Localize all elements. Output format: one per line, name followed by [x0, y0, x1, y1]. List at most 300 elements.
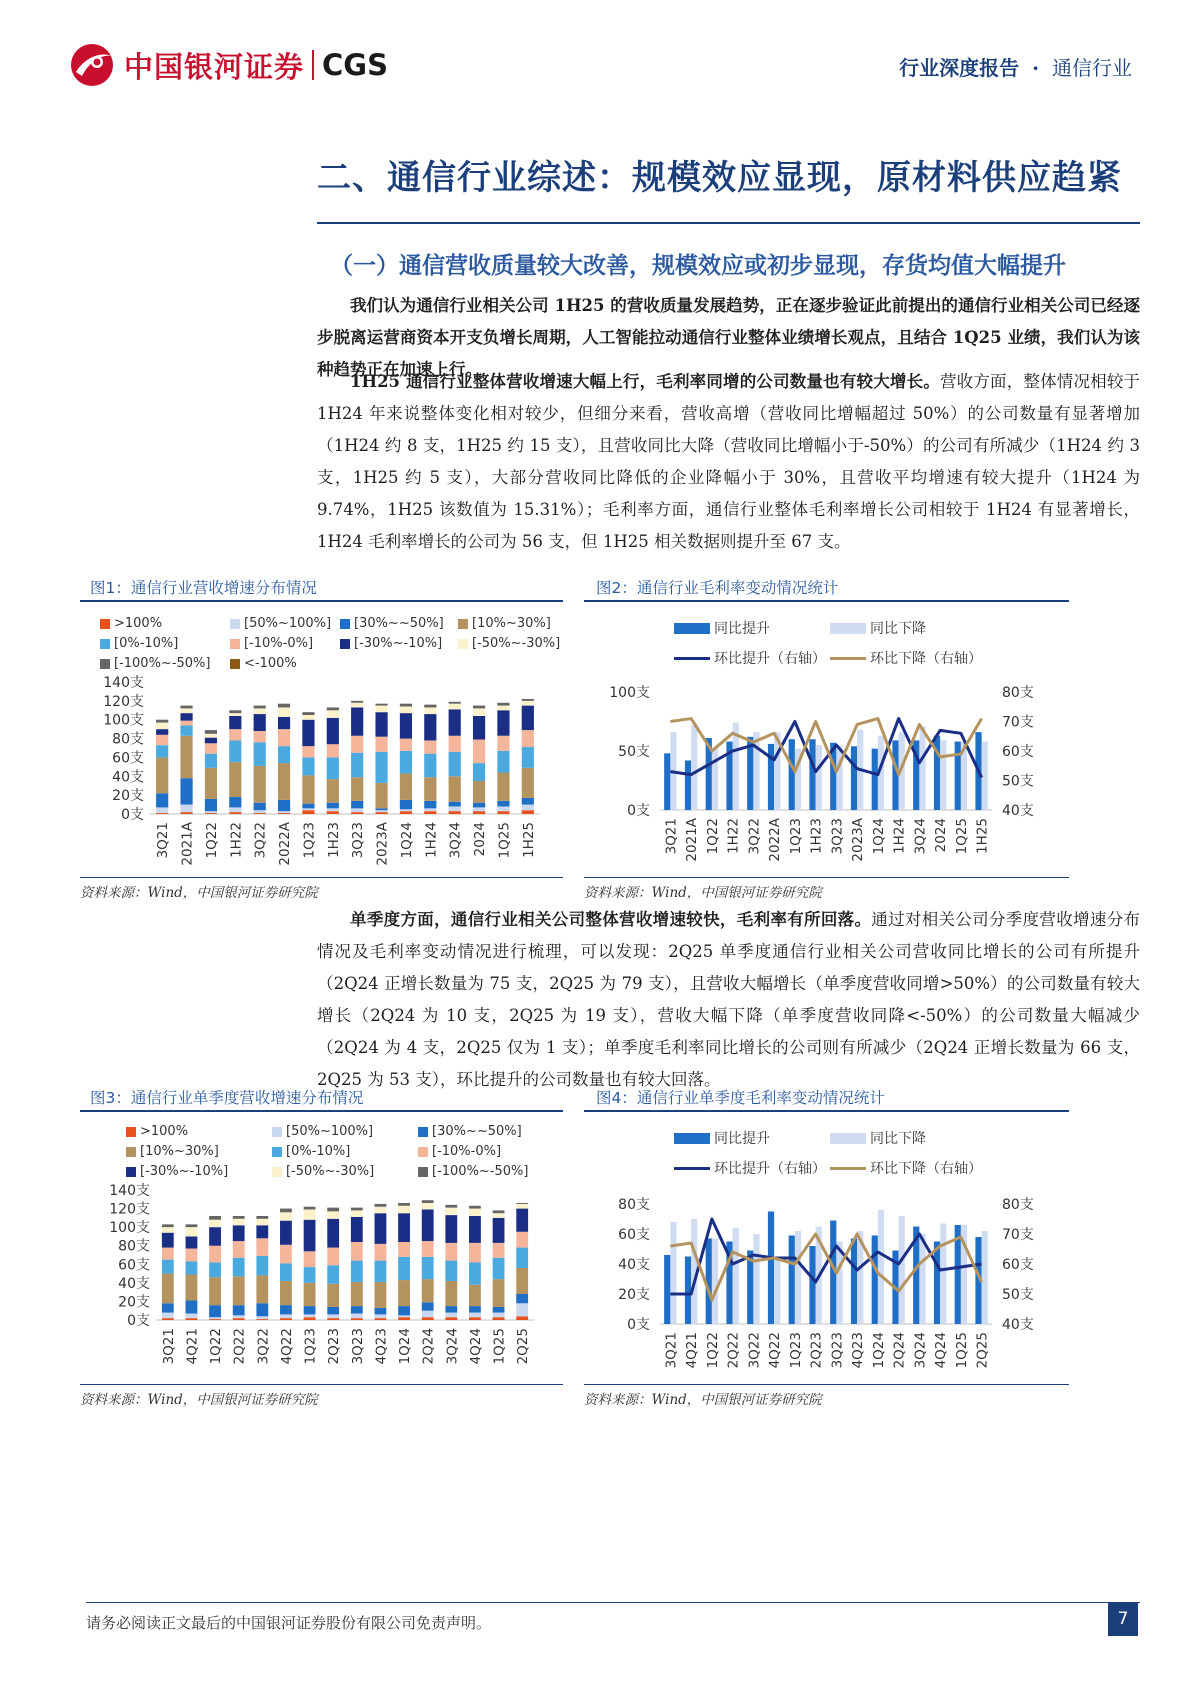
fig3-bar-4Q21-8	[186, 1224, 198, 1227]
fig1-ytick-3: 60支	[112, 750, 144, 767]
fig3-bar-3Q24-7	[445, 1208, 457, 1215]
fig3-legend-label-3: [10%~30%]	[140, 1144, 219, 1159]
fig3-bar-2Q23-5	[327, 1248, 339, 1266]
fig1-xtick-9: 2023A	[374, 822, 391, 866]
fig3-source: 资料来源：Wind，中国银河证券研究院	[80, 1392, 318, 1408]
fig3-bar-4Q23-0	[375, 1318, 387, 1320]
fig1-ytick-7: 140支	[103, 675, 144, 691]
logo-text: 中国银河证券	[124, 49, 305, 84]
fig3-bar-3Q21-5	[162, 1248, 174, 1260]
fig2-bar-3Q22-1	[753, 732, 759, 810]
fig1-bar-1H25-6	[522, 706, 534, 731]
fig2-bar-2023A-0	[851, 746, 857, 810]
fig3-bar-1Q23-8	[304, 1207, 316, 1210]
fig3-bar-3Q22-0	[256, 1319, 268, 1320]
company-logo	[68, 42, 388, 88]
fig2-ytick-right-0: 40支	[1002, 803, 1034, 819]
fig2-ytick-right-1: 50支	[1002, 773, 1034, 790]
fig1-bar-3Q22-7	[254, 708, 266, 714]
fig3-bar-4Q21-0	[186, 1318, 198, 1320]
fig3-bar-3Q22-8	[256, 1216, 268, 1219]
fig3-bar-2Q25-7	[516, 1204, 528, 1209]
paragraph-2-lead: 1H25 通信行业整体营收增速大幅上行，毛利率同增的公司数量也有较大增长。	[350, 372, 940, 391]
fig3-bar-1Q25-0	[493, 1317, 505, 1320]
fig1-ytick-0: 0支	[121, 807, 144, 823]
fig1-legend-label-7: [-50%~-30%]	[472, 636, 561, 651]
fig3-bar-4Q23-4	[375, 1261, 387, 1282]
fig3-bar-4Q24-7	[469, 1209, 481, 1216]
fig3-bar-4Q21-2	[186, 1301, 198, 1314]
fig3-bar-3Q21-3	[162, 1274, 174, 1304]
fig1-legend-label-9: <-100%	[244, 656, 297, 671]
fig1-xtick-11: 1H24	[423, 822, 440, 858]
fig1-xtick-10: 1Q24	[398, 822, 415, 859]
fig3-bar-4Q24-8	[469, 1206, 481, 1209]
fig4-bar-4Q22-0	[768, 1212, 774, 1325]
fig4-chart	[584, 1114, 1069, 1382]
fig1-bar-1Q25-7	[497, 706, 509, 711]
fig1-bar-2021A-3	[180, 736, 192, 778]
fig3-bar-3Q23-4	[351, 1261, 363, 1282]
fig3-bar-2Q22-3	[233, 1276, 245, 1305]
fig4-ytick-left-1: 20支	[618, 1287, 650, 1303]
fig1-bar-1H23-3	[327, 779, 339, 803]
fig3-bar-4Q23-1	[375, 1314, 387, 1318]
fig3-bar-1Q23-1	[304, 1314, 316, 1317]
fig1-bar-2022A-7	[278, 707, 290, 716]
fig3-legend-label-8: [-100%~-50%]	[432, 1164, 529, 1179]
fig2-legend-label-3: 环比下降（右轴）	[870, 651, 982, 667]
section-divider	[317, 222, 1140, 224]
fig1-bar-3Q21-7	[156, 723, 168, 730]
fig2-bar-3Q21-0	[664, 753, 670, 810]
fig3-bar-1Q22-0	[209, 1319, 221, 1320]
fig2-legend-label-1: 同比下降	[870, 621, 926, 637]
fig3-bar-1Q22-7	[209, 1220, 221, 1227]
fig4-source: 资料来源：Wind，中国银河证券研究院	[584, 1392, 822, 1408]
fig2-bar-1Q25-0	[955, 742, 961, 810]
fig1-bar-1H23-7	[327, 710, 339, 718]
fig1-bar-1H25-0	[522, 810, 534, 814]
fig4-xtick-12: 3Q24	[912, 1332, 929, 1369]
fig1-bar-3Q21-5	[156, 735, 168, 745]
fig1-xtick-7: 1H23	[325, 822, 342, 858]
fig3-bar-2Q24-4	[422, 1257, 434, 1279]
fig3-bar-4Q22-4	[280, 1263, 292, 1281]
fig3-bar-2Q23-8	[327, 1208, 339, 1212]
fig1-bar-1Q23-3	[302, 775, 314, 803]
fig1-bar-2022A-6	[278, 717, 290, 729]
fig3-legend-label-4: [0%-10%]	[286, 1144, 351, 1159]
fig4-bar-3Q21-1	[670, 1222, 676, 1324]
fig1-bar-1H23-4	[327, 757, 339, 779]
fig1-bar-1H24-8	[424, 705, 436, 708]
fig3-bar-2Q22-8	[233, 1216, 245, 1219]
fig1-bar-1Q25-1	[497, 806, 509, 811]
fig1-bar-2021A-7	[180, 708, 192, 713]
fig1-bar-3Q23-8	[351, 701, 363, 703]
fig1-bar-1Q23-0	[302, 810, 314, 814]
fig2-ytick-left-2: 100支	[609, 685, 650, 701]
fig3-bar-1Q23-0	[304, 1317, 316, 1320]
fig2-xtick-10: 1Q24	[870, 818, 887, 855]
fig1-bar-2024-3	[473, 781, 485, 803]
fig3-bar-1Q23-3	[304, 1283, 316, 1306]
fig3-bar-4Q24-4	[469, 1262, 481, 1284]
fig3-bar-2Q22-5	[233, 1241, 245, 1258]
fig1-bar-1Q22-6	[205, 738, 217, 744]
report-header	[899, 52, 1132, 81]
fig1-bar-1Q22-7	[205, 734, 217, 738]
fig3-bar-1Q22-2	[209, 1305, 221, 1317]
fig4-bar-3Q21-0	[664, 1255, 670, 1324]
fig3-bar-2Q23-1	[327, 1314, 339, 1318]
fig3-bar-3Q22-7	[256, 1219, 268, 1226]
fig3-bar-1Q24-2	[398, 1306, 410, 1315]
fig3-bar-1Q22-4	[209, 1262, 221, 1277]
fig1-bar-2022A-4	[278, 746, 290, 763]
fig3-bar-1Q24-0	[398, 1317, 410, 1320]
fig1-bar-3Q22-8	[254, 706, 266, 709]
fig2-bar-1H23-1	[816, 745, 822, 810]
fig3-ytick-3: 60支	[118, 1257, 150, 1274]
fig3-bar-4Q22-1	[280, 1314, 292, 1318]
fig3-legend-label-0: >100%	[140, 1124, 189, 1139]
fig2-source: 资料来源：Wind，中国银河证券研究院	[584, 885, 822, 901]
fig1-xtick-14: 1Q25	[496, 822, 513, 859]
fig1-xtick-0: 3Q21	[155, 822, 172, 859]
fig3-bar-1Q25-4	[493, 1258, 505, 1279]
fig4-legend-label-0: 同比提升	[714, 1131, 770, 1147]
fig3-bar-4Q22-8	[280, 1209, 292, 1213]
fig3-bar-1Q22-5	[209, 1246, 221, 1263]
fig1-bar-2024-0	[473, 811, 485, 814]
fig2-xtick-4: 3Q22	[746, 818, 763, 855]
fig3-bar-2Q22-2	[233, 1305, 245, 1315]
fig1-xtick-5: 2022A	[277, 822, 294, 866]
fig1-bar-2021A-2	[180, 778, 192, 804]
fig4-ytick-left-4: 80支	[618, 1197, 650, 1213]
fig3-bar-1Q24-5	[398, 1242, 410, 1257]
fig3-xtick-15: 2Q25	[515, 1328, 532, 1365]
footer-disclaimer: 请务必阅读正文最后的中国银河证券股份有限公司免责声明。	[86, 1614, 492, 1632]
fig4-xtick-14: 1Q25	[953, 1332, 970, 1369]
fig2-bar-2021A-0	[685, 760, 691, 810]
fig3-bar-1Q22-6	[209, 1227, 221, 1246]
fig1-bar-2024-4	[473, 763, 485, 781]
fig3-bar-1Q24-1	[398, 1315, 410, 1317]
fig3-bar-1Q25-7	[493, 1213, 505, 1218]
fig3-bar-4Q21-5	[186, 1249, 198, 1262]
fig3-xtick-13: 4Q24	[467, 1328, 484, 1365]
fig1-bar-3Q21-1	[156, 807, 168, 813]
fig3-bar-1Q23-6	[304, 1220, 316, 1252]
fig2-xtick-2: 1Q22	[704, 818, 721, 855]
fig3-xtick-12: 3Q24	[444, 1328, 461, 1365]
fig1-xtick-2: 1Q22	[203, 822, 220, 859]
fig1-title: 图1：通信行业营收增速分布情况	[90, 579, 317, 597]
fig4-bottom-line	[584, 1384, 1069, 1385]
fig1-bar-1Q23-2	[302, 804, 314, 809]
fig3-bar-2Q24-5	[422, 1241, 434, 1257]
fig1-bar-1Q25-6	[497, 710, 509, 735]
fig3-bar-3Q24-3	[445, 1281, 457, 1306]
fig4-xtick-10: 1Q24	[870, 1332, 887, 1369]
fig3-bar-2Q23-3	[327, 1284, 339, 1307]
fig4-bar-4Q24-0	[934, 1242, 940, 1325]
fig1-bar-1H22-7	[229, 713, 241, 716]
fig1-bar-1Q22-2	[205, 799, 217, 811]
fig1-bar-2021A-4	[180, 725, 192, 735]
fig1-bar-1Q25-2	[497, 801, 509, 807]
fig2-bar-2024-1	[940, 740, 946, 810]
galaxy-logo-icon	[68, 42, 116, 88]
fig1-bar-1H22-5	[229, 729, 241, 740]
fig4-bar-2Q25-1	[982, 1231, 988, 1324]
fig3-bar-2Q25-1	[516, 1303, 528, 1316]
fig3-bar-3Q21-6	[162, 1233, 174, 1248]
fig1-bar-3Q22-5	[254, 731, 266, 742]
fig3-bar-4Q24-6	[469, 1216, 481, 1243]
fig3-bar-1Q25-5	[493, 1243, 505, 1258]
fig3-bar-3Q22-5	[256, 1238, 268, 1256]
fig3-bar-4Q22-5	[280, 1245, 292, 1264]
fig4-bar-1Q24-0	[872, 1236, 878, 1325]
fig2-bar-1Q23-0	[789, 739, 795, 810]
fig4-bar-1Q24-1	[878, 1210, 884, 1324]
fig1-svg	[80, 604, 563, 874]
industry-label: 通信行业	[1052, 56, 1132, 80]
fig1-legend-label-8: [-100%~-50%]	[114, 656, 211, 671]
fig3-bar-4Q21-4	[186, 1262, 198, 1275]
fig1-ytick-6: 120支	[103, 693, 144, 710]
fig1-bar-3Q22-0	[254, 813, 266, 814]
fig2-bottom-line	[584, 877, 1069, 878]
fig2-ytick-right-2: 60支	[1002, 744, 1034, 760]
fig3-xtick-0: 3Q21	[160, 1328, 177, 1365]
fig4-ytick-left-2: 40支	[618, 1257, 650, 1273]
fig4-bar-2Q23-0	[809, 1246, 815, 1324]
fig3-bar-4Q22-6	[280, 1221, 292, 1245]
fig2-bar-1H25-1	[982, 742, 988, 810]
fig1-legend-label-0: >100%	[114, 616, 163, 631]
fig3-bar-4Q21-3	[186, 1275, 198, 1301]
fig1-bar-3Q24-6	[449, 709, 461, 735]
fig2-bar-1Q22-1	[712, 747, 718, 810]
fig1-bar-1Q22-3	[205, 768, 217, 799]
fig1-bar-1H24-0	[424, 811, 436, 814]
fig1-bar-3Q23-6	[351, 707, 363, 735]
fig1-bar-3Q23-5	[351, 736, 363, 753]
fig1-bar-1Q24-2	[400, 800, 412, 809]
fig4-xtick-2: 1Q22	[704, 1332, 721, 1369]
fig3-bar-3Q22-2	[256, 1303, 268, 1316]
fig2-xtick-0: 3Q21	[663, 818, 680, 855]
fig3-bar-1Q23-2	[304, 1306, 316, 1314]
fig3-bar-3Q21-8	[162, 1224, 174, 1227]
fig4-bar-3Q24-1	[919, 1234, 925, 1324]
fig2-xtick-6: 1Q23	[787, 818, 804, 855]
fig1-bar-2023A-6	[375, 712, 387, 737]
fig1-bar-2021A-1	[180, 805, 192, 813]
fig3-bar-3Q22-3	[256, 1275, 268, 1303]
fig3-bar-2Q25-0	[516, 1316, 528, 1320]
fig1-bar-1Q22-8	[205, 730, 217, 734]
fig4-xtick-5: 4Q22	[767, 1332, 784, 1369]
fig3-bar-4Q22-7	[280, 1212, 292, 1220]
fig2-xtick-7: 1H23	[808, 818, 825, 854]
fig2-bar-1Q24-0	[872, 749, 878, 810]
fig3-bar-1Q22-8	[209, 1216, 221, 1220]
fig1-bar-2024-8	[473, 706, 485, 709]
fig4-xtick-15: 2Q25	[974, 1332, 991, 1369]
fig1-bar-1H23-6	[327, 718, 339, 744]
fig3-bar-4Q21-6	[186, 1236, 198, 1248]
fig2-ytick-right-4: 80支	[1002, 685, 1034, 701]
fig3-bar-3Q23-2	[351, 1306, 363, 1313]
fig1-bar-1H22-2	[229, 797, 241, 807]
fig4-xtick-7: 2Q23	[808, 1332, 825, 1369]
fig4-xtick-1: 4Q21	[684, 1332, 701, 1369]
fig3-bar-4Q24-3	[469, 1285, 481, 1306]
fig4-xtick-4: 3Q22	[746, 1332, 763, 1369]
fig3-bar-2Q25-4	[516, 1248, 528, 1268]
fig1-bar-2023A-5	[375, 737, 387, 752]
fig3-bar-1Q22-3	[209, 1277, 221, 1305]
fig3-bar-1Q25-6	[493, 1218, 505, 1243]
fig3-bar-2Q25-2	[516, 1294, 528, 1303]
fig3-xtick-9: 4Q23	[373, 1328, 390, 1365]
fig3-legend-label-6: [-30%~-10%]	[140, 1164, 229, 1179]
fig3-legend-label-2: [30%~~50%]	[432, 1124, 522, 1139]
fig3-bar-2Q23-7	[327, 1211, 339, 1218]
fig4-bar-1Q22-1	[712, 1239, 718, 1325]
fig3-bar-4Q21-7	[186, 1227, 198, 1236]
fig1-ytick-2: 40支	[112, 769, 144, 786]
fig3-bar-2Q24-8	[422, 1200, 434, 1203]
fig2-top-line	[584, 600, 1069, 602]
fig3-bar-3Q23-1	[351, 1314, 363, 1319]
fig1-bar-1H24-3	[424, 777, 436, 801]
fig1-bar-3Q24-1	[449, 806, 461, 811]
fig3-bar-4Q23-8	[375, 1204, 387, 1207]
fig3-bar-4Q21-1	[186, 1314, 198, 1319]
fig1-bar-3Q23-3	[351, 777, 363, 801]
fig3-bar-4Q23-2	[375, 1308, 387, 1315]
fig1-legend-label-2: [30%~~50%]	[354, 616, 444, 631]
fig4-bar-2Q22-1	[733, 1228, 739, 1324]
fig2-bar-3Q24-1	[919, 726, 925, 810]
logo-separator	[312, 50, 314, 80]
fig4-bar-4Q22-1	[774, 1257, 780, 1325]
paragraph-2	[317, 366, 1140, 558]
fig1-bar-3Q22-3	[254, 766, 266, 803]
fig4-ytick-right-3: 70支	[1002, 1227, 1034, 1243]
fig1-bar-1Q24-1	[400, 809, 412, 811]
fig1-bar-3Q21-2	[156, 793, 168, 807]
fig1-source: 资料来源：Wind，中国银河证券研究院	[80, 885, 318, 901]
fig3-bar-2Q22-4	[233, 1258, 245, 1277]
fig3-bar-1Q25-3	[493, 1279, 505, 1307]
fig1-bar-3Q22-1	[254, 810, 266, 813]
fig1-bar-1H24-6	[424, 714, 436, 740]
fig2-bar-1H23-0	[809, 739, 815, 810]
fig2-xtick-12: 3Q24	[912, 818, 929, 855]
fig3-bar-2Q25-5	[516, 1232, 528, 1248]
fig1-xtick-8: 3Q23	[350, 822, 367, 859]
fig1-bar-3Q23-0	[351, 812, 363, 814]
fig4-ytick-left-3: 60支	[618, 1227, 650, 1243]
fig1-bar-2024-2	[473, 803, 485, 808]
fig1-bar-1H22-0	[229, 812, 241, 814]
fig1-bottom-line	[80, 877, 563, 878]
fig3-bar-3Q21-4	[162, 1260, 174, 1274]
fig1-bar-1H22-3	[229, 762, 241, 797]
fig1-bar-1H24-7	[424, 707, 436, 714]
fig1-bar-3Q22-6	[254, 714, 266, 731]
fig3-bar-3Q21-2	[162, 1303, 174, 1312]
fig3-bar-1Q23-7	[304, 1210, 316, 1220]
fig1-bar-1Q25-8	[497, 703, 509, 706]
fig1-bar-1H23-1	[327, 808, 339, 811]
fig1-bar-2023A-1	[375, 810, 387, 812]
fig1-bar-1H23-0	[327, 811, 339, 814]
fig1-bar-1H23-2	[327, 803, 339, 809]
fig3-ytick-4: 80支	[118, 1238, 150, 1255]
fig4-ytick-left-0: 0支	[627, 1317, 650, 1333]
fig3-bar-1Q25-2	[493, 1307, 505, 1313]
fig3-bar-3Q22-4	[256, 1256, 268, 1276]
fig1-bar-3Q23-4	[351, 753, 363, 778]
fig4-xtick-0: 3Q21	[663, 1332, 680, 1369]
fig4-xtick-9: 4Q23	[850, 1332, 867, 1369]
fig1-bar-3Q21-8	[156, 720, 168, 723]
fig1-bar-3Q22-2	[254, 803, 266, 811]
fig3-bottom-line	[80, 1384, 563, 1385]
fig3-xtick-10: 1Q24	[397, 1328, 414, 1365]
fig1-bar-3Q23-2	[351, 801, 363, 809]
fig1-bar-1H25-2	[522, 798, 534, 805]
fig4-bar-1Q23-0	[789, 1236, 795, 1325]
fig3-legend-label-5: [-10%-0%]	[432, 1144, 502, 1159]
fig1-bar-2021A-6	[180, 713, 192, 721]
fig3-bar-1Q23-4	[304, 1267, 316, 1283]
fig3-bar-3Q24-4	[445, 1261, 457, 1281]
fig3-bar-1Q24-7	[398, 1206, 410, 1213]
fig3-bar-3Q21-7	[162, 1227, 174, 1233]
footer-divider	[86, 1602, 1140, 1603]
fig3-bar-4Q22-0	[280, 1318, 292, 1320]
fig1-bar-2023A-8	[375, 704, 387, 706]
fig1-bar-2021A-8	[180, 706, 192, 709]
fig4-legend-label-2: 环比提升（右轴）	[714, 1161, 826, 1177]
fig2-legend-label-2: 环比提升（右轴）	[714, 651, 826, 667]
fig3-bar-4Q24-2	[469, 1306, 481, 1313]
fig1-bar-1H22-4	[229, 740, 241, 762]
fig3-bar-3Q21-1	[162, 1313, 174, 1319]
fig1-bar-1H25-8	[522, 699, 534, 701]
fig1-bar-1H24-1	[424, 808, 436, 811]
fig1-bar-2021A-0	[180, 812, 192, 814]
fig4-xtick-6: 1Q23	[787, 1332, 804, 1369]
fig4-legend-label-1: 同比下降	[870, 1131, 926, 1147]
fig2-xtick-3: 1H22	[725, 818, 742, 854]
fig1-bar-2023A-3	[375, 783, 387, 808]
fig3-bar-2Q22-1	[233, 1315, 245, 1318]
fig3-ytick-0: 0支	[127, 1313, 150, 1329]
fig1-bar-1Q23-6	[302, 720, 314, 746]
fig1-bar-3Q24-3	[449, 776, 461, 801]
